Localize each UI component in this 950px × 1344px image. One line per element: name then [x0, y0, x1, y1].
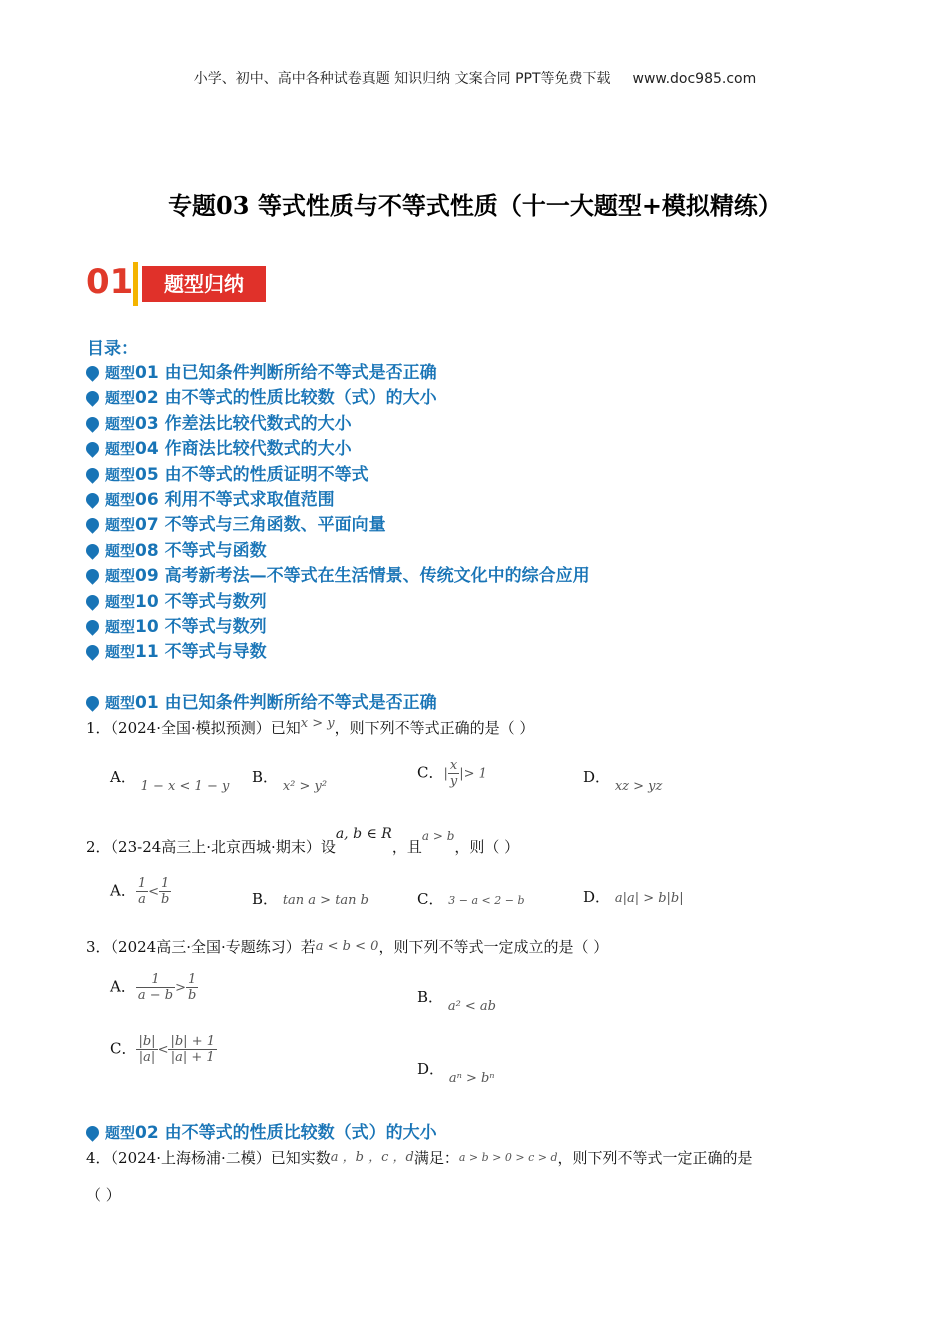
- q2-option-b[interactable]: B． tan a > tan b: [252, 890, 370, 908]
- location-pin-icon: [83, 617, 101, 635]
- q1-option-b[interactable]: B． x² > y²: [252, 768, 328, 794]
- question-2: 2．（23-24高三上·北京西城·期末）设a, b ∈ R，且$^{a > b}$，则（ ）: [86, 826, 520, 856]
- section-label: 题型归纳: [142, 266, 266, 302]
- q3-option-c[interactable]: C． $\frac{|b|}{|a|}$ < $\frac{|b| + 1}{|a| + 1}$: [110, 1034, 215, 1065]
- q1-option-d[interactable]: D． xz > yz: [583, 768, 663, 794]
- header-site[interactable]: www.doc985.com: [632, 71, 757, 87]
- location-pin-icon: [83, 643, 101, 661]
- toc-item[interactable]: 题型06 利用不等式求取值范围: [86, 485, 335, 510]
- section-number: 01: [86, 262, 134, 302]
- location-pin-icon: [83, 439, 101, 457]
- toc-item[interactable]: 题型10 不等式与数列: [86, 587, 267, 612]
- page-header: [0, 68, 950, 88]
- location-pin-icon: [83, 465, 101, 483]
- toc-item[interactable]: 题型08 不等式与函数: [86, 536, 267, 561]
- q2-option-a[interactable]: A． $\frac{1}{a}$ < $\frac{1}{b}$: [110, 876, 170, 907]
- q3-option-b[interactable]: B． a² < ab: [417, 988, 497, 1014]
- question-1: 1．（2024·全国·模拟预测）已知x > y，则下列不等式正确的是（ ）: [86, 716, 535, 737]
- q1-option-c[interactable]: C．| $\frac{x}{y}$ |> 1: [417, 758, 487, 789]
- q2-option-c[interactable]: C． 3 − a < 2 − b: [417, 890, 525, 908]
- q3-option-d[interactable]: D． aⁿ > bⁿ: [417, 1060, 495, 1086]
- section-heading-01: 题型01 由已知条件判断所给不等式是否正确: [86, 688, 437, 713]
- toc-item[interactable]: 题型04 作商法比较代数式的大小: [86, 434, 352, 459]
- q2-option-d[interactable]: D． a|a| > b|b|: [583, 888, 684, 906]
- location-pin-icon: [83, 592, 101, 610]
- q3-option-a[interactable]: A． $\frac{1}{a - b}$ > $\frac{1}{b}$: [110, 972, 197, 1003]
- question-4-answer-slot: （ ）: [86, 1186, 121, 1204]
- location-pin-icon: [83, 566, 101, 584]
- q1-option-a[interactable]: A． 1 − x < 1 − y: [110, 768, 230, 794]
- section-heading-02: 题型02 由不等式的性质比较数（式）的大小: [86, 1118, 437, 1143]
- location-pin-icon: [83, 1123, 101, 1141]
- toc-item[interactable]: 题型07 不等式与三角函数、平面向量: [86, 510, 386, 535]
- location-pin-icon: [83, 363, 101, 381]
- toc-heading: 目录：: [87, 339, 138, 359]
- toc-item[interactable]: 题型05 由不等式的性质证明不等式: [86, 460, 369, 485]
- question-4: 4．（2024·上海杨浦·二模）已知实数a ，b ，c ，d满足：a > b > 0 > c > d，则下列不等式一定正确的是: [86, 1149, 753, 1167]
- location-pin-icon: [83, 693, 101, 711]
- location-pin-icon: [83, 516, 101, 534]
- location-pin-icon: [83, 541, 101, 559]
- location-pin-icon: [83, 490, 101, 508]
- location-pin-icon: [83, 414, 101, 432]
- question-3: 3．（2024高三·全国·专题练习）若a < b < 0，则下列不等式一定成立的是（ ）: [86, 938, 609, 956]
- toc-item[interactable]: 题型02 由不等式的性质比较数（式）的大小: [86, 383, 437, 408]
- section-divider: [133, 262, 138, 306]
- toc-item[interactable]: 题型11 不等式与导数: [86, 637, 267, 662]
- toc-item[interactable]: 题型10 不等式与数列: [86, 612, 267, 637]
- toc-item[interactable]: 题型09 高考新考法—不等式在生活情景、传统文化中的综合应用: [86, 561, 590, 586]
- header-text: 小学、初中、高中各种试卷真题 知识归纳 文案合同 PPT等免费下载: [193, 71, 611, 87]
- page-title: 专题03 等式性质与不等式性质（十一大题型+模拟精练）: [168, 191, 782, 220]
- toc-item[interactable]: 题型01 由已知条件判断所给不等式是否正确: [86, 358, 437, 383]
- location-pin-icon: [83, 389, 101, 407]
- toc-item[interactable]: 题型03 作差法比较代数式的大小: [86, 409, 352, 434]
